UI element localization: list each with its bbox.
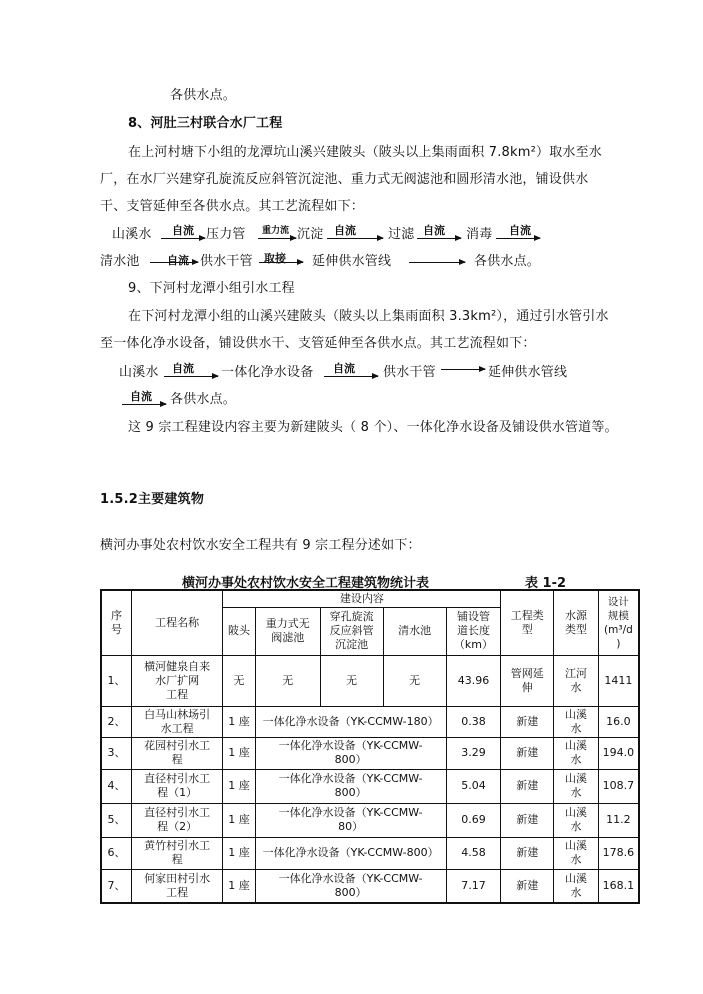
flow-arrow <box>122 404 166 405</box>
section9-para-line2: 至一体化净水设备，铺设供水干、支管延伸至各供水点。其工艺流程如下： <box>100 336 536 351</box>
flow-node: 各供水点。 <box>170 392 237 407</box>
flow-node: 山溪水 <box>112 227 152 242</box>
cell-name: 直径村引水工 程（1） <box>131 769 222 803</box>
cell-dam: 1 座 <box>223 869 255 903</box>
table-header-row-1 <box>101 590 639 607</box>
cell-filter: 无 <box>255 655 320 706</box>
flow-node: 供水干管 <box>383 365 436 380</box>
cell-dam: 1 座 <box>223 837 255 869</box>
cell-type: 新建 <box>501 769 554 803</box>
cell-pipe: 0.69 <box>446 803 501 837</box>
cell-name: 黄竹村引水工 程 <box>131 837 222 869</box>
cell-name: 何家田村引水 工程 <box>131 869 222 903</box>
flow-arrow <box>441 369 485 370</box>
flow-label: 自流 <box>333 362 355 375</box>
cell-type: 新建 <box>501 706 554 737</box>
section9-summary: 这 9 宗工程建设内容主要为新建陂头（ 8 个）、一体化净水设备及铺设供水管道等。 <box>128 420 618 435</box>
flow-arrow <box>259 262 303 263</box>
flow-label: 自流 <box>172 362 194 375</box>
cell-seq: 1、 <box>101 655 131 706</box>
table-row <box>101 769 639 803</box>
flow-label: 自流 <box>130 390 152 403</box>
section8-para-line1: 在上河村塘下小组的龙潭坑山溪兴建陂头（陂头以上集雨面积 7.8km²）取水至水 <box>128 145 603 160</box>
cell-clear: 无 <box>383 655 446 706</box>
table-row <box>101 706 639 737</box>
cell-dam: 无 <box>223 655 255 706</box>
flow-arrow <box>417 238 461 239</box>
cell-dam: 1 座 <box>223 769 255 803</box>
cell-scale: 1411 <box>598 655 639 706</box>
cell-equipment: 一体化净水设备（YK-CCMW- 800） <box>255 869 446 903</box>
cell-type: 新建 <box>501 837 554 869</box>
header-seq: 序 号 <box>101 590 131 655</box>
table-number: 表 1-2 <box>525 576 567 591</box>
flow-node: 一体化净水设备 <box>221 365 314 380</box>
section8-para-line3: 干、支管延伸至各供水点。其工艺流程如下： <box>100 199 365 214</box>
cell-type: 新建 <box>501 803 554 837</box>
section8-para-line2: 厂，在水厂兴建穿孔旋流反应斜管沉淀池、重力式无阀滤池和圆形清水池，铺设供水 <box>100 172 589 187</box>
cell-seq: 4、 <box>101 769 131 803</box>
cell-dam: 1 座 <box>223 737 255 769</box>
flow-node: 延伸供水管线 <box>312 254 392 269</box>
header-type: 工程类 型 <box>501 590 554 655</box>
cell-dam: 1 座 <box>223 803 255 837</box>
section8-heading: 8、河肚三村联合水厂工程 <box>128 116 283 131</box>
cell-scale: 11.2 <box>598 803 639 837</box>
header-dam: 陂头 <box>223 607 255 655</box>
flow-arrow <box>161 238 205 239</box>
flow-node: 沉淀 <box>297 227 324 242</box>
cell-seq: 7、 <box>101 869 131 903</box>
header-build: 建设内容 <box>223 590 501 607</box>
flow-node: 压力管 <box>206 227 246 242</box>
flow-label: 取接 <box>264 252 286 265</box>
flow-node: 清水池 <box>100 254 140 269</box>
continuation-line: 各供水点。 <box>170 88 237 103</box>
cell-scale: 178.6 <box>598 837 639 869</box>
cell-type: 新建 <box>501 869 554 903</box>
table-title: 横河办事处农村饮水安全工程建筑物统计表 <box>182 576 430 591</box>
cell-pipe: 3.29 <box>446 737 501 769</box>
cell-source: 山溪 水 <box>554 837 599 869</box>
flow-label: 自流 <box>334 224 356 237</box>
table-row <box>101 803 639 837</box>
cell-equipment: 一体化净水设备（YK-CCMW-800） <box>255 837 446 869</box>
flow-label: 自流 <box>172 224 194 237</box>
flow-label: 自流 <box>509 224 531 237</box>
header-filter: 重力式无 阀滤池 <box>255 607 320 655</box>
flow-arrow <box>150 262 198 263</box>
cell-equipment: 一体化净水设备（YK-CCMW- 800） <box>255 769 446 803</box>
cell-pipe: 43.96 <box>446 655 501 706</box>
cell-scale: 168.1 <box>598 869 639 903</box>
table-row <box>101 837 639 869</box>
cell-name: 直径村引水工 程（2） <box>131 803 222 837</box>
cell-equipment: 一体化净水设备（YK-CCMW- 80） <box>255 803 446 837</box>
cell-source: 江河 水 <box>554 655 599 706</box>
cell-name: 横河健泉自来 水厂扩网 工程 <box>131 655 222 706</box>
flow-node: 各供水点。 <box>474 254 541 269</box>
header-name: 工程名称 <box>131 590 222 655</box>
cell-scale: 16.0 <box>598 706 639 737</box>
header-settle: 穿孔旋流 反应斜管 沉淀池 <box>320 607 383 655</box>
cell-pipe: 5.04 <box>446 769 501 803</box>
flow-node: 消毒 <box>466 227 493 242</box>
section152-intro: 横河办事处农村饮水安全工程共有 9 宗工程分述如下： <box>100 538 421 553</box>
cell-seq: 3、 <box>101 737 131 769</box>
flow-node: 供水干管 <box>200 254 253 269</box>
cell-settle: 无 <box>320 655 383 706</box>
cell-dam: 1 座 <box>223 706 255 737</box>
cell-pipe: 0.38 <box>446 706 501 737</box>
table-row <box>101 655 639 706</box>
cell-equipment: 一体化净水设备（YK-CCMW-180） <box>255 706 446 737</box>
cell-source: 山溪 水 <box>554 869 599 903</box>
table-row <box>101 869 639 903</box>
cell-name: 花园村引水工 程 <box>131 737 222 769</box>
flow-arrow <box>409 262 465 263</box>
header-pipe: 铺设管 道长度 （km） <box>446 607 501 655</box>
flow-node: 山溪水 <box>119 365 159 380</box>
cell-scale: 194.0 <box>598 737 639 769</box>
header-source: 水源 类型 <box>554 590 599 655</box>
section9-heading: 9、下河村龙潭小组引水工程 <box>128 281 295 296</box>
cell-seq: 5、 <box>101 803 131 837</box>
table-row <box>101 737 639 769</box>
cell-seq: 2、 <box>101 706 131 737</box>
cell-name: 白马山林场引 水工程 <box>131 706 222 737</box>
buildings-stat-table <box>100 589 640 904</box>
cell-source: 山溪 水 <box>554 706 599 737</box>
cell-type: 新建 <box>501 737 554 769</box>
section152-heading: 1.5.2主要建筑物 <box>100 492 205 507</box>
cell-seq: 6、 <box>101 837 131 869</box>
cell-pipe: 4.58 <box>446 837 501 869</box>
header-clear: 清水池 <box>383 607 446 655</box>
flow-arrow <box>258 238 296 239</box>
flow-label: 自流 <box>423 224 445 237</box>
flow-arrow <box>496 238 540 239</box>
section9-para-line1: 在下河村龙潭小组的山溪兴建陂头（陂头以上集雨面积 3.3km²），通过引水管引水 <box>128 309 609 324</box>
flow-label: 自流 <box>167 254 189 267</box>
flow-arrow <box>327 238 383 239</box>
cell-equipment: 一体化净水设备（YK-CCMW- 800） <box>255 737 446 769</box>
flow-node: 过滤 <box>388 227 415 242</box>
cell-source: 山溪 水 <box>554 737 599 769</box>
flow-arrow <box>164 376 218 377</box>
cell-source: 山溪 水 <box>554 769 599 803</box>
cell-source: 山溪 水 <box>554 803 599 837</box>
cell-type: 管网延 伸 <box>501 655 554 706</box>
cell-scale: 108.7 <box>598 769 639 803</box>
flow-label: 重力流 <box>262 226 290 236</box>
cell-pipe: 7.17 <box>446 869 501 903</box>
flow-arrow <box>324 376 378 377</box>
flow-node: 延伸供水管线 <box>488 365 568 380</box>
header-scale: 设计 规模 (m³/d ) <box>598 590 639 655</box>
